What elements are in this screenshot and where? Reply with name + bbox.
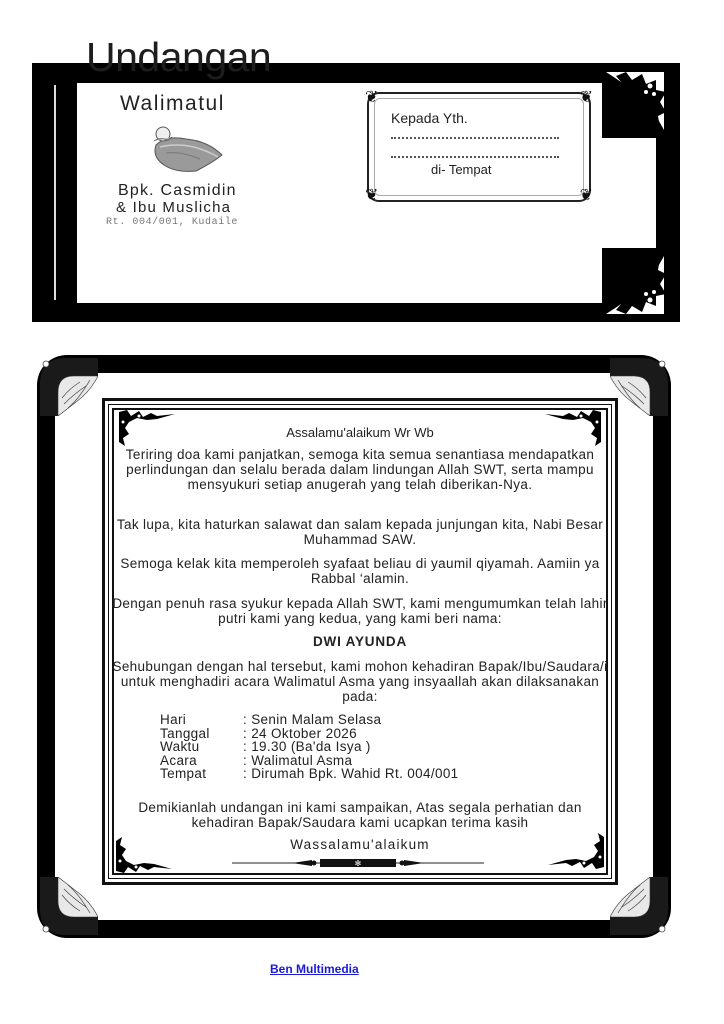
announcement-paragraph: Dengan penuh rasa syukur kepada Allah SWT, kami mengumumkan telah lahir putri kami yang kedua, yang kami beri nama: <box>112 596 608 626</box>
address-label <box>365 89 593 204</box>
detail-row-time <box>160 740 459 754</box>
mother-name: & Ibu Muslicha <box>116 199 232 216</box>
baby-name: DWI AYUNDA <box>312 634 407 649</box>
damask-corner-icon <box>40 877 98 935</box>
closing-greeting: Wassalamu'alaikum <box>290 837 430 852</box>
ornamental-divider-icon <box>232 858 484 868</box>
scroll-ornament-icon: ❦ <box>365 89 379 106</box>
recipient-address-line[interactable] <box>391 156 559 159</box>
detail-value: : Senin Malam Selasa <box>243 712 382 727</box>
syafaat-paragraph: Semoga kelak kita memperoleh syafaat beliau di yaumil qiyamah. Aamiin ya Rabbal ‘alamin. <box>120 556 600 586</box>
recipient-label: Kepada Yth. <box>391 110 468 126</box>
detail-row-event <box>160 754 459 768</box>
request-paragraph: Sehubungan dengan hal tersebut, kami mohon kehadiran Bapak/Ibu/Saudara/i untuk menghadiri acara Walimatul Asma yang insyaallah akan dilaksanakan pada: <box>112 659 608 704</box>
detail-label: Tanggal <box>160 725 210 741</box>
detail-row-place <box>160 767 459 781</box>
signature-text: ✻ <box>354 859 362 868</box>
sleeping-baby-image <box>146 123 228 175</box>
damask-corner-icon <box>610 877 668 935</box>
father-name: Bpk. Casmidin <box>118 182 237 199</box>
detail-value: : Dirumah Bpk. Wahid Rt. 004/001 <box>243 766 459 781</box>
recipient-name-line[interactable] <box>391 137 559 140</box>
scroll-ornament-icon: ❦ <box>579 89 593 106</box>
detail-value: : 19.30 (Ba'da Isya ) <box>243 739 371 754</box>
border-stripe <box>54 85 56 300</box>
detail-row-date <box>160 727 459 741</box>
holly-corner-icon <box>602 248 672 318</box>
salawat-paragraph: Tak lupa, kita haturkan salawat dan salam kepada junjungan kita, Nabi Besar Muhammad SAW. <box>116 517 604 547</box>
detail-label: Waktu <box>160 739 200 754</box>
damask-corner-icon <box>40 358 98 416</box>
detail-value: : 24 Oktober 2026 <box>243 725 358 741</box>
detail-label: Tempat <box>160 766 207 781</box>
cover-subtitle: Walimatul <box>120 92 225 115</box>
detail-value: : Walimatul Asma <box>243 752 353 768</box>
detail-label: Acara <box>160 752 198 768</box>
scroll-ornament-icon: ❦ <box>579 187 593 204</box>
damask-corner-icon <box>610 358 668 416</box>
ben-multimedia-link[interactable]: Ben Multimedia <box>270 962 359 976</box>
scroll-ornament-icon: ❦ <box>365 187 379 204</box>
closing-paragraph: Demikianlah undangan ini kami sampaikan, Atas segala perhatian dan kehadiran Bapak/Saudara kami ucapkan terima kasih <box>138 800 582 830</box>
holly-corner-icon <box>602 68 672 138</box>
opening-greeting: Assalamu'alaikum Wr Wb <box>286 425 434 440</box>
event-details <box>160 713 459 781</box>
place-label: di- Tempat <box>431 162 492 177</box>
detail-row-day <box>160 713 459 727</box>
home-address: Rt. 004/001, Kudaile <box>106 217 239 228</box>
prayer-paragraph: Teriring doa kami panjatkan, semoga kita semua senantiasa mendapatkan perlindungan dan selalu berada dalam lindungan Allah SWT, serta mampu mensyukuri setiap anugerah yang telah diberikan-Nya. <box>125 447 595 492</box>
detail-label: Hari <box>160 712 187 727</box>
cover-title: Undangan <box>86 34 272 80</box>
